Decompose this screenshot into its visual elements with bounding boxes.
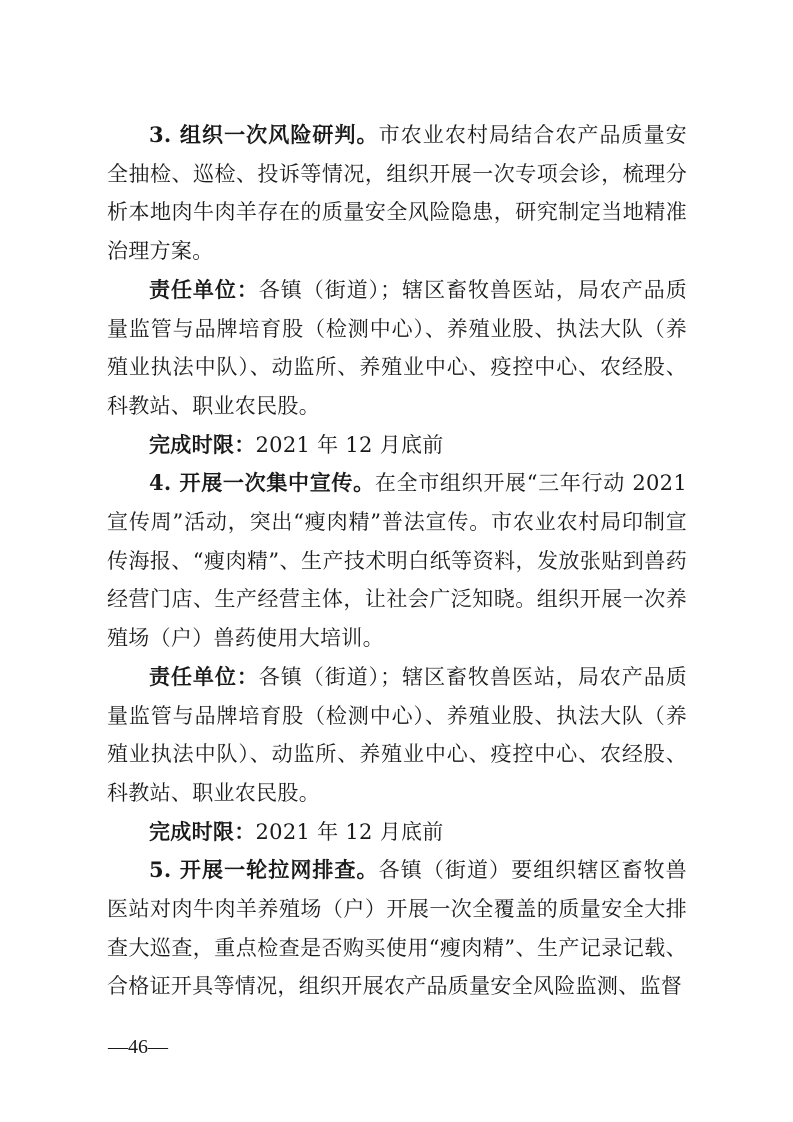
- responsible-units-2: [107, 658, 687, 813]
- section-heading: 3. 组织一次风险研判。: [149, 122, 379, 147]
- deadline-text: 2021 年 12 月底前: [255, 819, 444, 844]
- section-text: 各镇（街道）要组织辖区畜牧兽医站对肉牛肉羊养殖场（户）开展一次全覆盖的质量安全大排查大巡查，重点检查是否购买使用“瘦肉精”、生产记录记载、合格证开具等情况，组织开展农产品质量安全风险监测、监督: [107, 858, 687, 999]
- section-inspection: [107, 851, 687, 1006]
- section-risk-assessment: [107, 116, 687, 271]
- page-body: [107, 116, 687, 1006]
- page-number: —46—: [108, 1036, 168, 1058]
- section-text: 市农业农村局结合农产品质量安全抽检、巡检、投诉等情况，组织开展一次专项会诊，梳理分析本地肉牛肉羊存在的质量安全风险隐患，研究制定当地精准治理方案。: [107, 123, 687, 264]
- section-heading: 4. 开展一次集中宣传。: [149, 470, 375, 496]
- responsible-units-text: 各镇（街道）；辖区畜牧兽医站，局农产品质量监管与品牌培育股（检测中心）、养殖业股、执法大队（养殖业执法中队）、动监所、养殖业中心、疫控中心、农经股、科教站、职业农民股。: [107, 664, 688, 805]
- deadline-label: 完成时限：: [149, 818, 256, 844]
- responsible-units-label: 责任单位：: [149, 663, 259, 689]
- deadline-label: 完成时限：: [149, 431, 256, 457]
- deadline-1: [107, 426, 687, 465]
- section-text: 在全市组织开展“三年行动 2021 宣传周”活动，突出“瘦肉精”普法宣传。市农业农村局印制宣传海报、“瘦肉精”、生产技术明白纸等资料，发放张贴到兽药经营门店、生产经营主体，让社会广泛知晓。组织开展一次养殖场（户）兽药使用大培训。: [107, 471, 687, 651]
- deadline-text: 2021 年 12 月底前: [255, 432, 444, 457]
- deadline-2: [107, 813, 687, 852]
- section-publicity: [107, 464, 687, 658]
- responsible-units-1: [107, 271, 687, 426]
- responsible-units-text: 各镇（街道）；辖区畜牧兽医站，局农产品质量监管与品牌培育股（检测中心）、养殖业股、执法大队（养殖业执法中队）、动监所、养殖业中心、疫控中心、农经股、科教站、职业农民股。: [107, 277, 688, 418]
- responsible-units-label: 责任单位：: [149, 276, 259, 302]
- section-heading: 5. 开展一轮拉网排查。: [149, 857, 379, 883]
